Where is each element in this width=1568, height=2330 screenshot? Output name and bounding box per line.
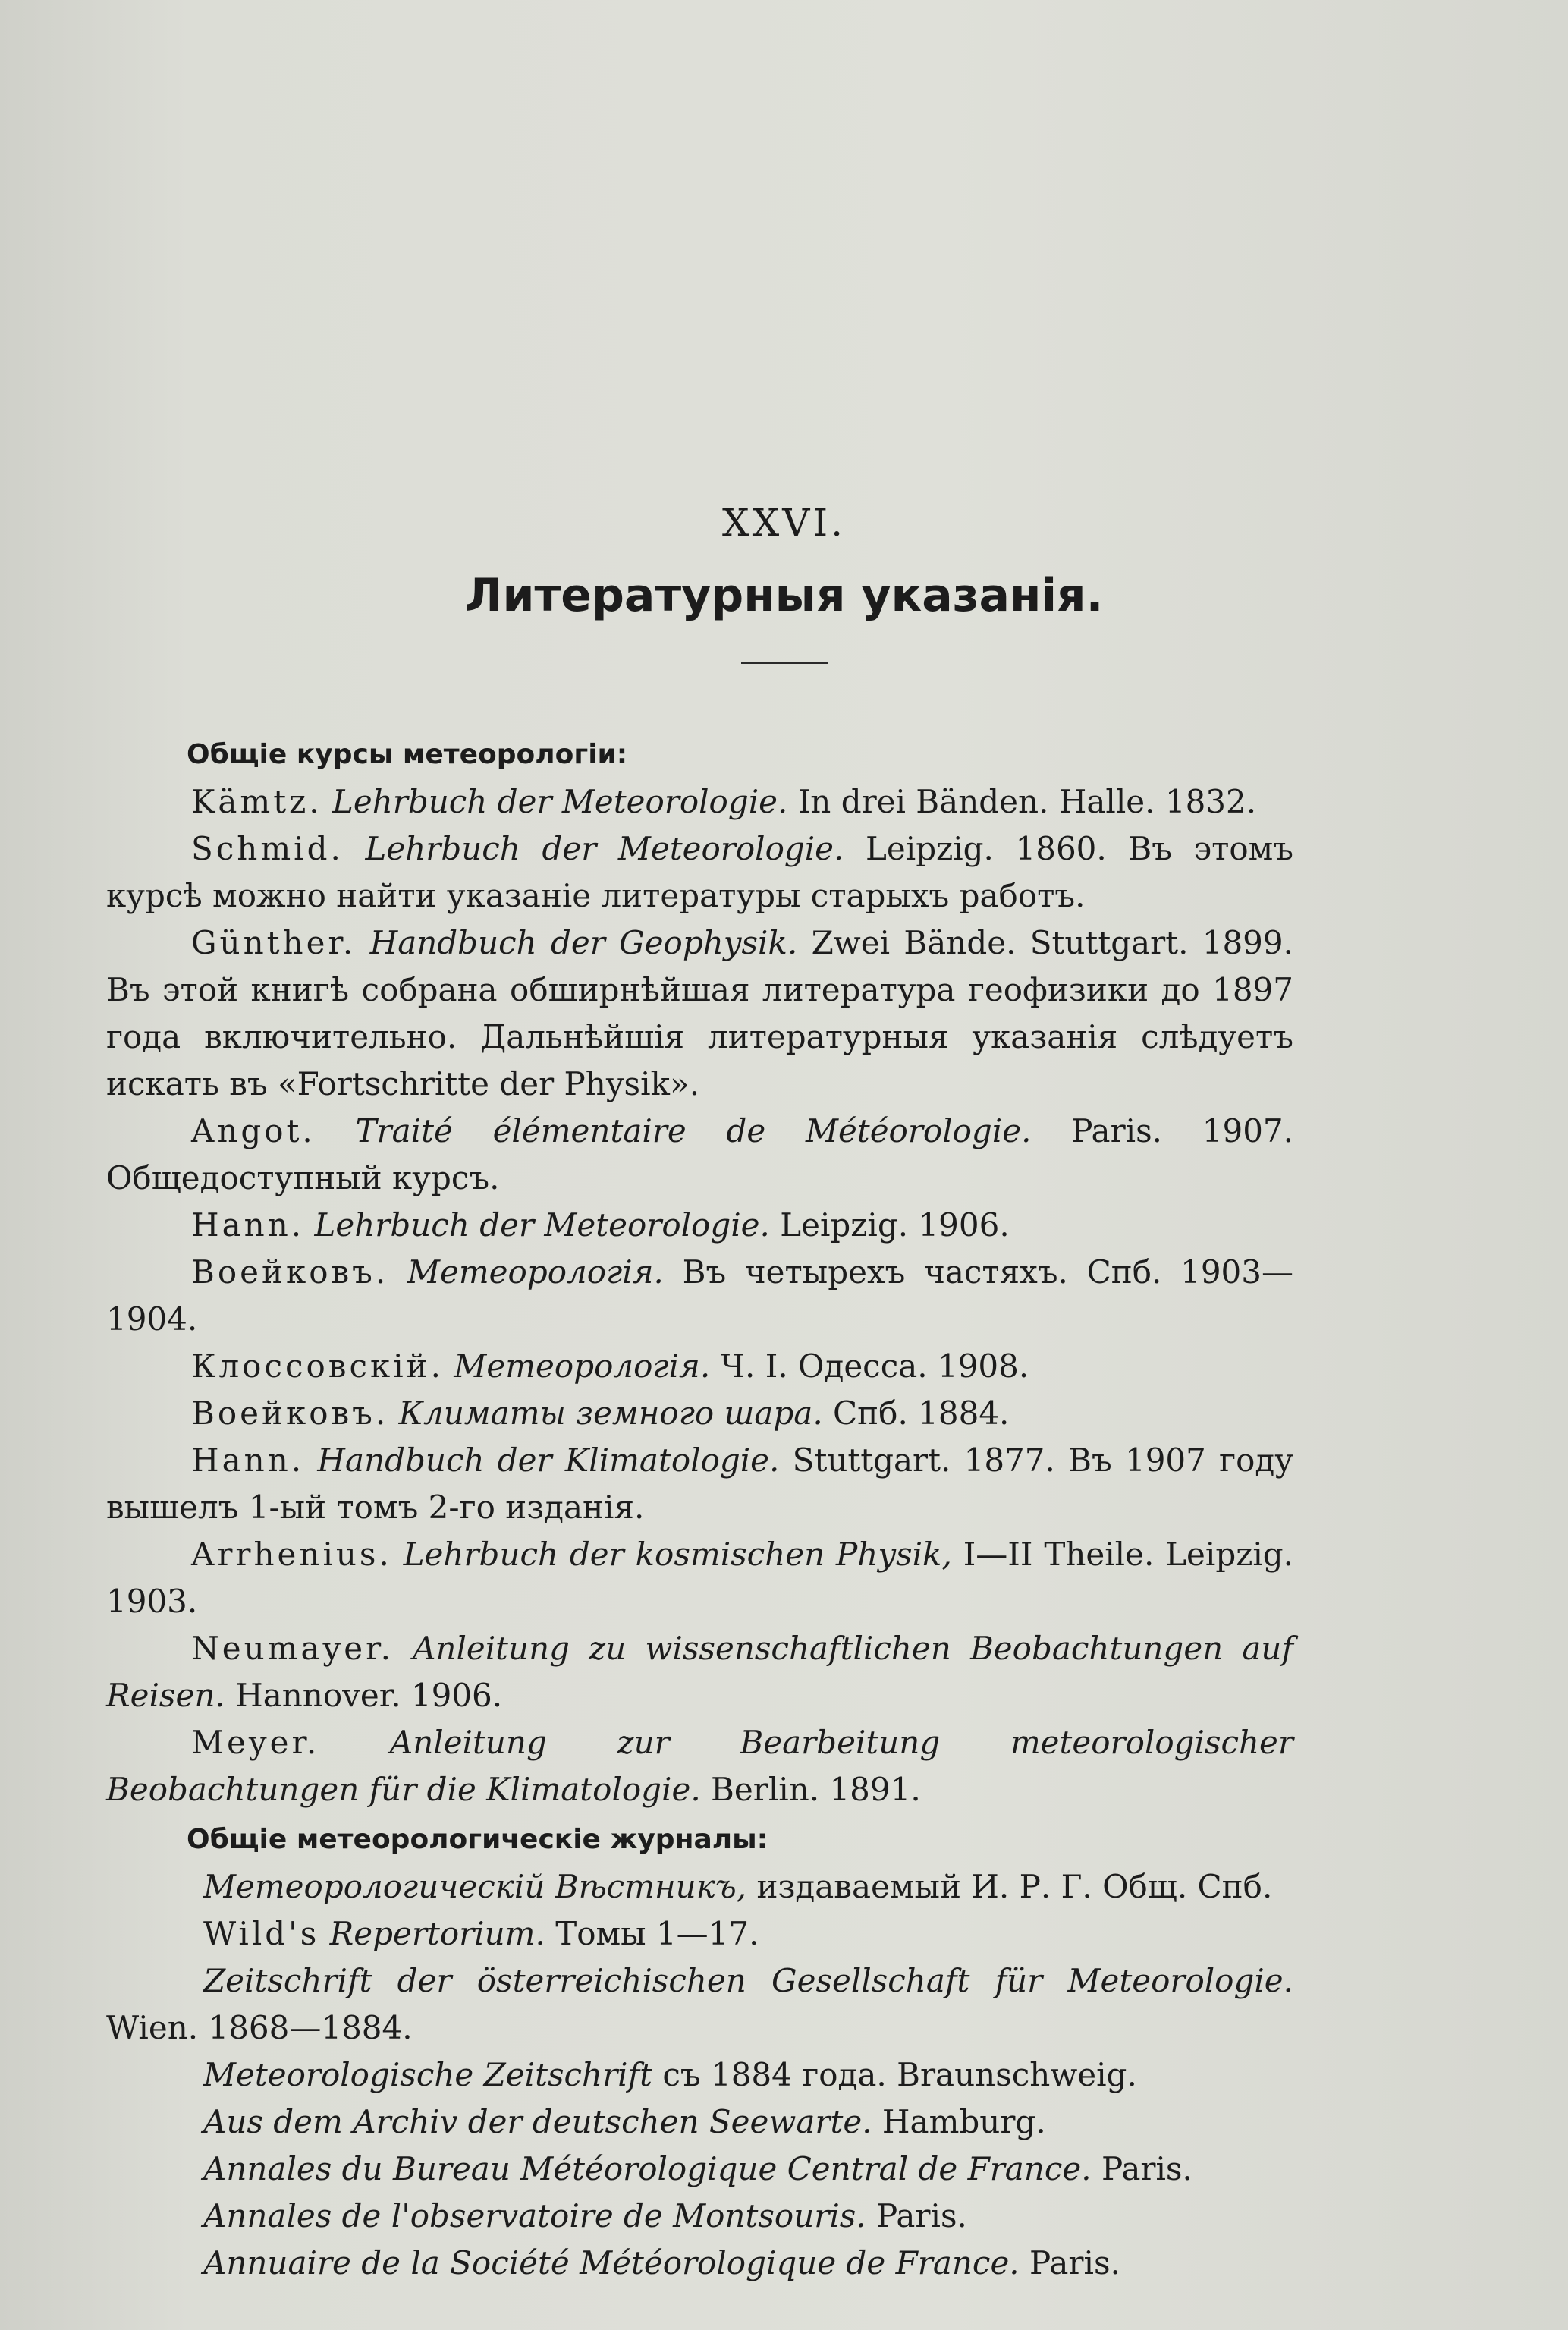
entry-work-title: Lehrbuch der Meteorologie. (365, 830, 844, 867)
entry-details: Stuttgart. 1877. Въ 1907 году вышелъ 1-ый томъ 2-го изданія. (106, 1442, 1293, 1526)
journal-title: Метеорологическій Вѣстникъ, (203, 1868, 747, 1905)
chapter-heading (0, 501, 1568, 664)
entry-author: Hann. (191, 1206, 305, 1244)
journal-entry (106, 1957, 1293, 2052)
bibliography-entry (106, 1343, 1293, 1390)
entry-author: Schmid. (191, 830, 344, 867)
bibliography-entry (106, 778, 1293, 825)
entry-details: I—II Theile. Leipzig. 1903. (106, 1536, 1294, 1620)
journal-entry (106, 1863, 1293, 1910)
entry-work-title: Lehrbuch der kosmischen Physik, (403, 1536, 952, 1573)
entry-work-title: Климаты земного шара. (398, 1395, 823, 1432)
journal-details: Paris. (1029, 2244, 1120, 2281)
entry-details: Спб. 1884. (833, 1395, 1010, 1432)
entry-author: Воейковъ. (191, 1395, 389, 1432)
journal-entry (106, 2193, 1293, 2240)
bibliography-entry (106, 825, 1293, 920)
journal-title: Annuaire de la Société Météorologique de France. (203, 2244, 1020, 2281)
entry-author: Arrhenius. (191, 1536, 392, 1573)
entry-author: Hann. (191, 1442, 305, 1479)
entry-work-title: Handbuch der Klimatologie. (317, 1442, 780, 1479)
bibliography-entry (106, 1108, 1293, 1202)
bibliography-entry (106, 1390, 1293, 1437)
bibliography-entry (106, 1531, 1293, 1625)
section-heading-journals: Общіе метеорологическіе журналы: (187, 1824, 768, 1855)
entry-author: Neumayer. (191, 1630, 394, 1667)
bibliography-entry (106, 1719, 1293, 1813)
bibliography-entry (106, 1625, 1293, 1719)
journal-details: съ 1884 года. Braunschweig. (662, 2056, 1137, 2093)
journal-title: Annales de l'observatoire de Montsouris. (203, 2197, 866, 2234)
entry-details: Paris. 1907. Общедоступный курсъ. (106, 1112, 1293, 1196)
chapter-title: Литературныя указанія. (464, 569, 1104, 622)
entry-details: Leipzig. 1906. (780, 1206, 1010, 1244)
journal-details: Wien. 1868—1884. (106, 2009, 413, 2046)
bibliography-entry (106, 1202, 1293, 1249)
entry-work-title: Метеорологія. (454, 1347, 711, 1385)
journal-details: Paris. (876, 2197, 967, 2234)
journal-entry (106, 2099, 1293, 2146)
bibliography-entry (106, 1437, 1293, 1531)
section-heading-courses: Общіе курсы метеорологіи: (187, 739, 628, 770)
journal-entry (106, 2052, 1293, 2099)
journal-title: Repertorium. (329, 1915, 545, 1952)
journal-details: Paris. (1101, 2150, 1192, 2187)
entry-author: Meyer. (191, 1724, 320, 1761)
entry-details: Leipzig. 1860. Въ этомъ курсѣ можно найти указаніе литературы старыхъ работъ. (106, 830, 1294, 914)
entry-work-title: Anleitung zu wissenschaftlichen Beobachtungen auf Reisen. (106, 1630, 1293, 1714)
entry-author: Клоссовскій. (191, 1347, 444, 1385)
journal-title: Meteorologische Zeitschrift (203, 2056, 653, 2093)
entry-work-title: Lehrbuch der Meteorologie. (332, 783, 788, 820)
entry-author: Angot. (191, 1112, 316, 1149)
entry-work-title: Lehrbuch der Meteorologie. (314, 1206, 770, 1244)
entry-details: Въ четырехъ частяхъ. Спб. 1903—1904. (106, 1253, 1293, 1338)
entry-author: Воейковъ. (191, 1253, 389, 1291)
title-divider (741, 662, 828, 664)
entry-details: Berlin. 1891. (711, 1771, 921, 1808)
journal-entry (106, 1910, 1293, 1957)
entry-details: Zwei Bände. Stuttgart. 1899. Въ этой книгѣ собрана обширнѣйшая литература геофизики до 1897 года включительно. Дальнѣйшія литературныя указанія слѣдуетъ искать въ «Fortschritte der Physik». (106, 924, 1293, 1102)
entry-work-title: Handbuch der Geophysik. (369, 924, 798, 961)
entry-author: Kämtz. (191, 783, 322, 820)
journal-author: Wild's (203, 1915, 320, 1952)
bibliography-body (106, 728, 1293, 2287)
journal-entry (106, 2240, 1293, 2287)
journal-details: Hamburg. (881, 2103, 1046, 2140)
journal-title: Annales du Bureau Météorologique Central de France. (203, 2150, 1092, 2187)
journal-entry (106, 2146, 1293, 2193)
chapter-number: XXVI. (722, 501, 846, 545)
bibliography-entry (106, 1249, 1293, 1343)
entry-author: Günther. (191, 924, 357, 961)
journal-details: Томы 1—17. (555, 1915, 759, 1952)
bibliography-entry (106, 920, 1293, 1108)
journal-title: Aus dem Archiv der deutschen Seewarte. (203, 2103, 872, 2140)
entry-work-title: Метеорологія. (407, 1253, 664, 1291)
entry-details: Ч. I. Одесса. 1908. (720, 1347, 1029, 1385)
journal-title: Zeitschrift der österreichischen Gesellschaft für Meteorologie. (203, 1962, 1293, 1999)
journal-details: издаваемый И. Р. Г. Общ. Спб. (756, 1868, 1273, 1905)
entry-details: Hannover. 1906. (235, 1677, 503, 1714)
entry-work-title: Traité élémentaire de Météorologie. (355, 1112, 1032, 1149)
entry-details: In drei Bänden. Halle. 1832. (797, 783, 1257, 820)
entry-work-title: Anleitung zur Bearbeitung meteorologischer Beobachtungen für die Klimatologie. (106, 1724, 1293, 1808)
